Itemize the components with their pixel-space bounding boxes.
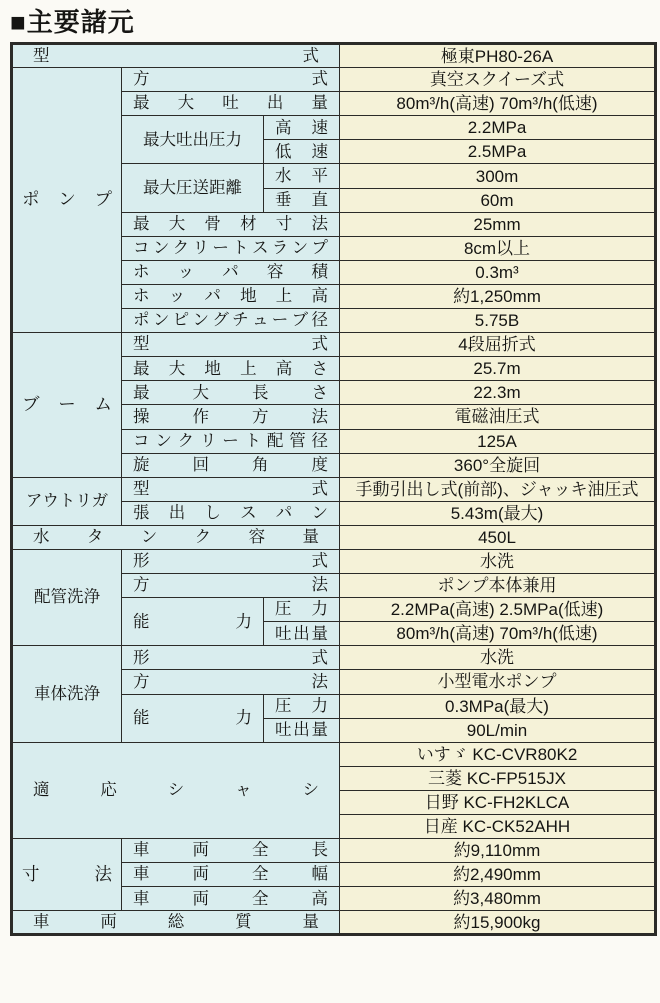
value-cell: 真空スクイーズ式 <box>340 68 656 92</box>
label-cell: 適 応 シ ャ シ <box>12 742 340 838</box>
label-cell: ポ ン ピ ン グ チ ュ ー ブ 径 <box>122 309 340 333</box>
value-cell: 80m³/h(高速) 70m³/h(低速) <box>340 622 656 646</box>
table-row <box>12 333 656 357</box>
table-row <box>12 525 656 549</box>
value-cell: いすゞ KC-CVR80K2 <box>340 742 656 766</box>
value-cell: 日産 KC-CK52AHH <box>340 815 656 839</box>
label-cell: 能 力 <box>122 598 264 646</box>
spec-table <box>10 42 657 936</box>
sublabel-cell: 高 速 <box>264 116 340 140</box>
value-cell: 約1,250mm <box>340 284 656 308</box>
label-cell: 最 大 吐 出 量 <box>122 92 340 116</box>
label-cell: 型 式 <box>122 333 340 357</box>
sublabel-cell: 吐 出 量 <box>264 622 340 646</box>
label-cell: 最大圧送距離 <box>122 164 264 212</box>
label-cell: 最大吐出圧力 <box>122 116 264 164</box>
value-cell: 2.2MPa(高速) 2.5MPa(低速) <box>340 598 656 622</box>
label-cell: コ ン ク リ ー ト ス ラ ン プ <box>122 236 340 260</box>
label-cell: 最 大 骨 材 寸 法 <box>122 212 340 236</box>
value-cell: 4段屈折式 <box>340 333 656 357</box>
value-cell: 極東PH80-26A <box>340 44 656 68</box>
value-cell: 22.3m <box>340 381 656 405</box>
label-cell: 車 両 全 長 <box>122 839 340 863</box>
label-cell: 能 力 <box>122 694 264 742</box>
table-row <box>12 742 656 766</box>
value-cell: 日野 KC-FH2KLCA <box>340 790 656 814</box>
label-cell: 最 大 長 さ <box>122 381 340 405</box>
label-cell: 型 式 <box>122 477 340 501</box>
value-cell: ポンプ本体兼用 <box>340 574 656 598</box>
sublabel-cell: 吐 出 量 <box>264 718 340 742</box>
value-cell: 60m <box>340 188 656 212</box>
value-cell: 25mm <box>340 212 656 236</box>
label-cell: 車 両 全 幅 <box>122 863 340 887</box>
sublabel-cell: 圧 力 <box>264 598 340 622</box>
label-cell: 形 式 <box>122 646 340 670</box>
value-cell: 8cm以上 <box>340 236 656 260</box>
label-cell: 方 式 <box>122 68 340 92</box>
label-cell: コ ン ク リ ー ト 配 管 径 <box>122 429 340 453</box>
sublabel-cell: 圧 力 <box>264 694 340 718</box>
table-row <box>12 839 656 863</box>
category-cell: ブ ー ム <box>12 333 122 478</box>
value-cell: 25.7m <box>340 357 656 381</box>
value-cell: 5.43m(最大) <box>340 501 656 525</box>
category-cell: 配管洗浄 <box>12 549 122 645</box>
label-cell: 張 出 し ス パ ン <box>122 501 340 525</box>
label-cell: 水 タ ン ク 容 量 <box>12 525 340 549</box>
label-cell: 方 法 <box>122 574 340 598</box>
value-cell: 水洗 <box>340 549 656 573</box>
value-cell: 2.5MPa <box>340 140 656 164</box>
category-cell: 車体洗浄 <box>12 646 122 742</box>
value-cell: 450L <box>340 525 656 549</box>
label-cell: 旋 回 角 度 <box>122 453 340 477</box>
value-cell: 90L/min <box>340 718 656 742</box>
value-cell: 5.75B <box>340 309 656 333</box>
value-cell: 2.2MPa <box>340 116 656 140</box>
label-cell: 最 大 地 上 高 さ <box>122 357 340 381</box>
table-row <box>12 477 656 501</box>
value-cell: 360°全旋回 <box>340 453 656 477</box>
value-cell: 三菱 KC-FP515JX <box>340 766 656 790</box>
value-cell: 80m³/h(高速) 70m³/h(低速) <box>340 92 656 116</box>
value-cell: 水洗 <box>340 646 656 670</box>
table-row <box>12 44 656 68</box>
value-cell: 電磁油圧式 <box>340 405 656 429</box>
value-cell: 300m <box>340 164 656 188</box>
table-row <box>12 68 656 92</box>
value-cell: 約9,110mm <box>340 839 656 863</box>
category-cell: アウトリガ <box>12 477 122 525</box>
sublabel-cell: 垂 直 <box>264 188 340 212</box>
table-row <box>12 911 656 935</box>
label-cell: 形 式 <box>122 549 340 573</box>
spec-table-body <box>12 44 656 935</box>
sublabel-cell: 水 平 <box>264 164 340 188</box>
table-row <box>12 646 656 670</box>
value-cell: 125A <box>340 429 656 453</box>
value-cell: 0.3m³ <box>340 260 656 284</box>
value-cell: 約3,480mm <box>340 887 656 911</box>
value-cell: 約2,490mm <box>340 863 656 887</box>
label-cell: 操 作 方 法 <box>122 405 340 429</box>
value-cell: 小型電水ポンプ <box>340 670 656 694</box>
label-cell: 車 両 総 質 量 <box>12 911 340 935</box>
value-cell: 0.3MPa(最大) <box>340 694 656 718</box>
sublabel-cell: 低 速 <box>264 140 340 164</box>
category-cell: 寸 法 <box>12 839 122 911</box>
page-title: ■主要諸元 <box>10 7 135 37</box>
label-cell: 型 式 <box>12 44 340 68</box>
value-cell: 約15,900kg <box>340 911 656 935</box>
label-cell: ホ ッ パ 容 積 <box>122 260 340 284</box>
label-cell: 方 法 <box>122 670 340 694</box>
label-cell: 車 両 全 高 <box>122 887 340 911</box>
table-row <box>12 549 656 573</box>
value-cell: 手動引出し式(前部)、ジャッキ油圧式 <box>340 477 656 501</box>
category-cell: ポ ン プ <box>12 68 122 333</box>
label-cell: ホ ッ パ 地 上 高 <box>122 284 340 308</box>
